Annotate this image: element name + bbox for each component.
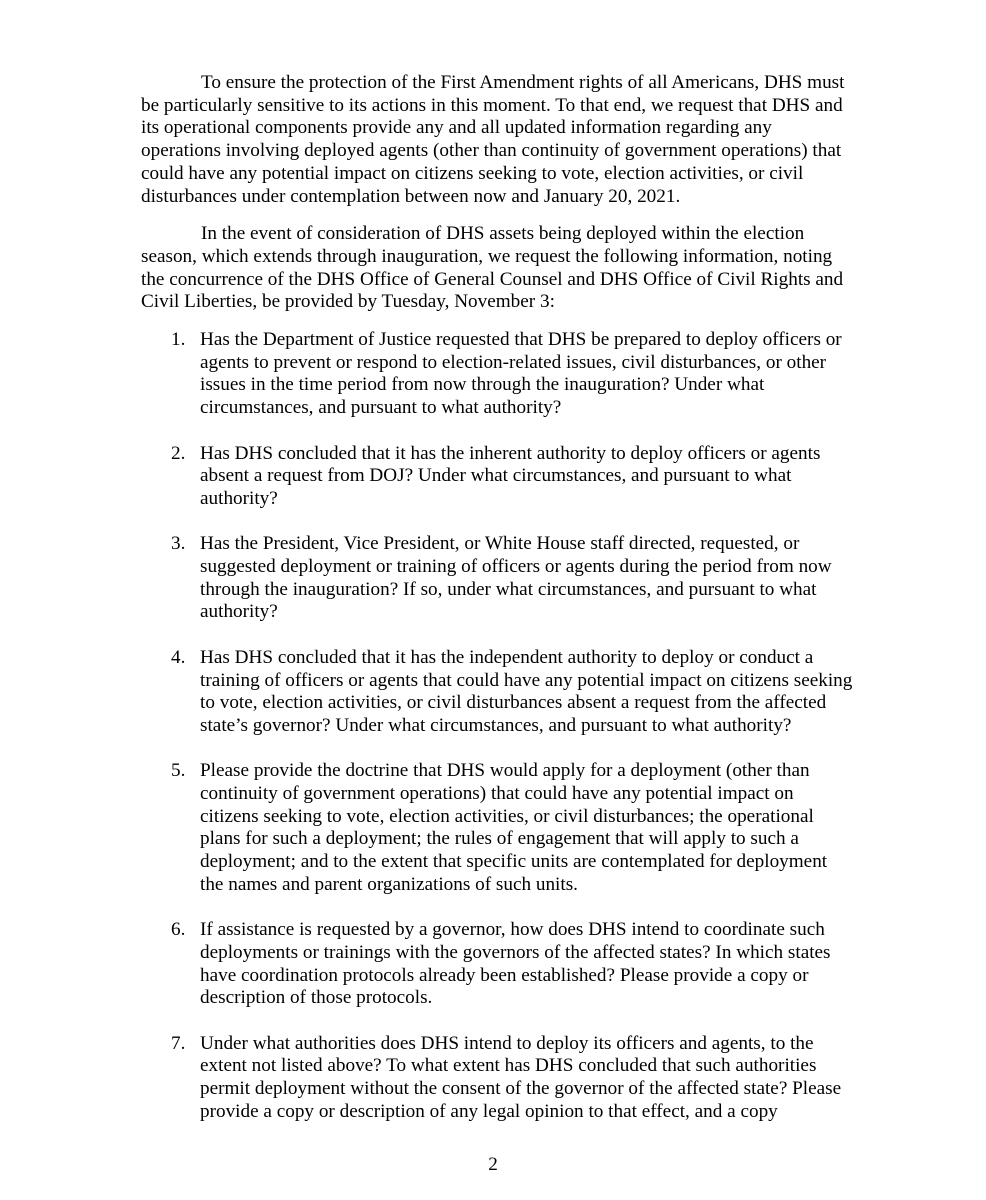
question-text: Has the President, Vice President, or White House staff directed, requested, or suggested deployment or training of officers or agents during the period from now through the inauguration? If so, under what circumstances, and pursuant to what authority? — [200, 533, 832, 623]
question-item — [141, 919, 853, 1010]
question-text: Has the Department of Justice requested that DHS be prepared to deploy officers or agents to prevent or respond to election-related issues, civil disturbances, or other issues in the time period from now through the inauguration? Under what circumstances, and pursuant to what authority? — [200, 329, 842, 419]
question-item — [141, 760, 853, 896]
document-page — [141, 72, 853, 1146]
question-text: Has DHS concluded that it has the independent authority to deploy or conduct a training of officers or agents that could have any potential impact on citizens seeking to vote, election activities, or civil disturbances absent a request from the affected state’s governor? Under what circumstances, and pursuant to what authority? — [200, 646, 853, 736]
question-number: 5. — [171, 760, 186, 782]
page-number: 2 — [488, 1154, 498, 1175]
question-item — [141, 443, 853, 511]
question-text: If assistance is requested by a governor, how does DHS intend to coordinate such deployments or trainings with the governors of the affected states? In which states have coordination protocols already been established? Please provide a copy or description of those protocols. — [200, 919, 831, 1009]
question-list — [141, 329, 853, 1124]
question-item — [141, 647, 853, 738]
question-text: Has DHS concluded that it has the inherent authority to deploy officers or agents absent a request from DOJ? Under what circumstances, and pursuant to what authority? — [200, 442, 821, 509]
question-item — [141, 1033, 853, 1124]
question-number: 6. — [171, 919, 186, 941]
question-number: 2. — [171, 442, 186, 464]
intro-paragraph-first-amendment: To ensure the protection of the First Amendment rights of all Americans, DHS must be particularly sensitive to its actions in this moment. To that end, we request that DHS and its operational components provide any and all updated information regarding any operations involving deployed agents (other than continuity of government operations) that could have any potential impact on citizens seeking to vote, election activities, or civil disturbances under contemplation between now and January 20, 2021. — [141, 72, 845, 207]
question-number: 7. — [171, 1032, 186, 1054]
intro-paragraph-election-season: In the event of consideration of DHS assets being deployed within the election season, which extends through inauguration, we request the following information, noting the concurrence of the DHS Office of General Counsel and DHS Office of Civil Rights and Civil Liberties, be provided by Tuesday, November 3: — [141, 223, 844, 313]
question-number: 4. — [171, 646, 186, 668]
question-number: 3. — [171, 533, 186, 555]
question-item — [141, 329, 853, 420]
question-text: Under what authorities does DHS intend to deploy its officers and agents, to the extent not listed above? To what extent has DHS concluded that such authorities permit deployment without the consent of the governor of the affected state? Please provide a copy or description of any legal opinion to that effect, and a copy — [200, 1032, 842, 1122]
question-item — [141, 533, 853, 624]
question-text: Please provide the doctrine that DHS would apply for a deployment (other than continuity of government operations) that could have any potential impact on citizens seeking to vote, election activities, or civil disturbances; the operational plans for such a deployment; the rules of engagement that will apply to such a deployment; and to the extent that specific units are contemplated for deployment the names and parent organizations of such units. — [200, 760, 828, 895]
question-number: 1. — [171, 329, 186, 351]
